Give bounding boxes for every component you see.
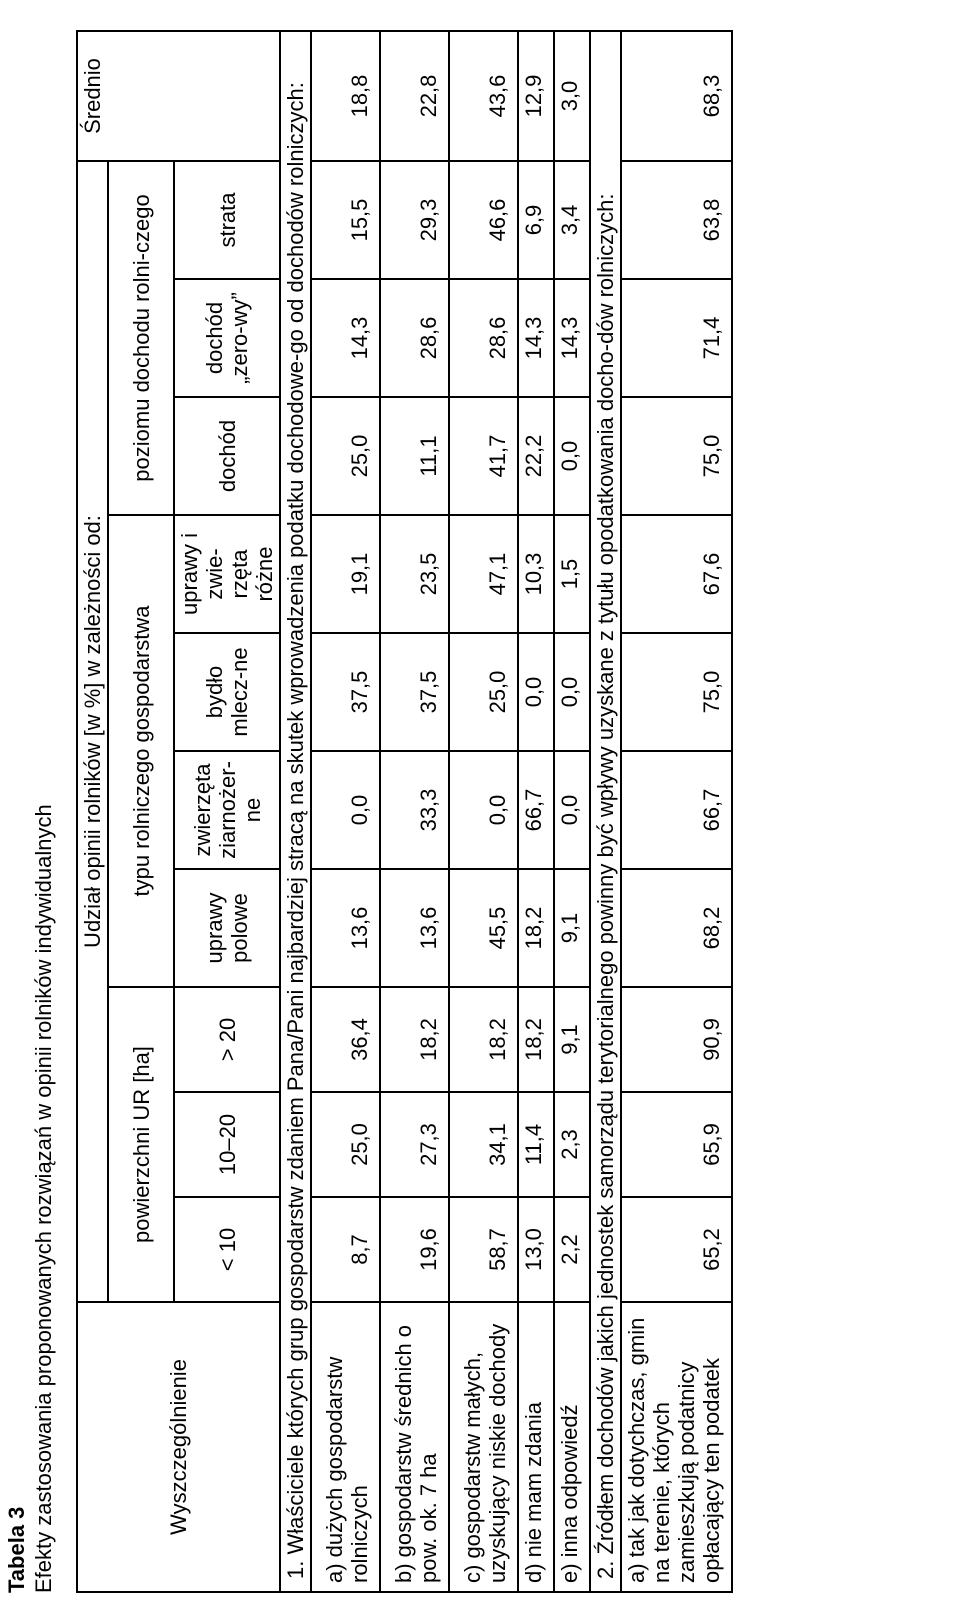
cell-value: 46,6 (449, 161, 518, 279)
col-header-field-crops: uprawy polowe (174, 869, 280, 987)
row-label: a) dużych gospodarstw rolniczych (311, 1302, 380, 1592)
cell-value: 25,0 (449, 633, 518, 751)
table-row (621, 31, 732, 1592)
cell-value: 12,9 (518, 31, 554, 161)
cell-value: 18,2 (518, 869, 554, 987)
table-number: Tabela 3 (4, 1506, 29, 1593)
cell-value: 37,5 (380, 633, 449, 751)
cell-value: 14,3 (311, 279, 380, 397)
cell-value: 65,9 (621, 1092, 732, 1197)
col-header-area-10-20: 10–20 (174, 1092, 280, 1197)
data-table (76, 30, 733, 1593)
cell-value: 14,3 (518, 279, 554, 397)
cell-value: 28,6 (380, 279, 449, 397)
cell-value: 75,0 (621, 633, 732, 751)
cell-value: 0,0 (554, 633, 590, 751)
table-caption (4, 33, 58, 1593)
cell-value: 2,3 (554, 1092, 590, 1197)
cell-value: 71,4 (621, 279, 732, 397)
cell-value: 0,0 (518, 633, 554, 751)
col-header-income: dochód (174, 397, 280, 515)
table-title: Efekty zastosowania proponowanych rozwiązań w opinii rolników indywidualnych (31, 804, 56, 1593)
cell-value: 14,3 (554, 279, 590, 397)
group-header-income: poziomu dochodu rolni-czego (108, 161, 174, 515)
cell-value: 18,2 (518, 987, 554, 1092)
cell-value: 75,0 (621, 397, 732, 515)
cell-value: 15,5 (311, 161, 380, 279)
row-label: d) nie mam zdania (518, 1302, 554, 1592)
section-title-2: 2. Źródłem dochodów jakich jednostek samorządu terytorialnego powinny być wpływy uzyskane z tytułu opodatkowania docho-dów rolniczych: (590, 31, 621, 1592)
cell-value: 8,7 (311, 1197, 380, 1302)
col-header-mixed: uprawy i zwie-rzęta różne (174, 515, 280, 633)
cell-value: 13,6 (311, 869, 380, 987)
cell-value: 3,0 (554, 31, 590, 161)
col-header-loss: strata (174, 161, 280, 279)
group-header-area: powierzchni UR [ha] (108, 987, 174, 1302)
cell-value: 58,7 (449, 1197, 518, 1302)
cell-value: 27,3 (380, 1092, 449, 1197)
col-header-dairy-cattle: bydło mlecz-ne (174, 633, 280, 751)
cell-value: 45,5 (449, 869, 518, 987)
cell-value: 29,3 (380, 161, 449, 279)
cell-value: 25,0 (311, 397, 380, 515)
row-label: b) gospodarstw średnich o pow. ok. 7 ha (380, 1302, 449, 1592)
row-label: e) inna odpowiedź (554, 1302, 590, 1592)
group-header-type: typu rolniczego gospodarstwa (108, 515, 174, 987)
col-header-area-gt20: > 20 (174, 987, 280, 1092)
row-label: a) tak jak dotychczas, gmin na terenie, których zamieszkują podatnicy opłacający ten podatek (621, 1302, 732, 1592)
cell-value: 3,4 (554, 161, 590, 279)
table-row (311, 31, 380, 1592)
cell-value: 23,5 (380, 515, 449, 633)
main-header: Udział opinii rolników [w %] w zależności od: (77, 161, 108, 1302)
cell-value: 1,5 (554, 515, 590, 633)
cell-value: 67,6 (621, 515, 732, 633)
cell-value: 28,6 (449, 279, 518, 397)
cell-value: 68,3 (621, 31, 732, 161)
cell-value: 22,8 (380, 31, 449, 161)
cell-value: 13,6 (380, 869, 449, 987)
col-header-area-lt10: < 10 (174, 1197, 280, 1302)
cell-value: 0,0 (449, 751, 518, 869)
table-row (380, 31, 449, 1592)
cell-value: 9,1 (554, 869, 590, 987)
cell-value: 66,7 (518, 751, 554, 869)
row-label: c) gospodarstw małych, uzyskujący niskie dochody (449, 1302, 518, 1592)
cell-value: 36,4 (311, 987, 380, 1092)
average-header: Średnio (77, 31, 280, 161)
cell-value: 43,6 (449, 31, 518, 161)
cell-value: 68,2 (621, 869, 732, 987)
table-row (449, 31, 518, 1592)
cell-value: 11,1 (380, 397, 449, 515)
cell-value: 47,1 (449, 515, 518, 633)
table-row (554, 31, 590, 1592)
cell-value: 2,2 (554, 1197, 590, 1302)
section-title-1: 1. Właściciele których grup gospodarstw zdaniem Pana/Pani najbardziej stracą na skutek wprowadzenia podatku dochodowe-go od dochodów rolniczych: (280, 31, 311, 1592)
cell-value: 90,9 (621, 987, 732, 1092)
cell-value: 0,0 (554, 397, 590, 515)
cell-value: 13,0 (518, 1197, 554, 1302)
stub-header: Wyszczególnienie (77, 1302, 280, 1592)
cell-value: 65,2 (621, 1197, 732, 1302)
cell-value: 18,2 (449, 987, 518, 1092)
cell-value: 10,3 (518, 515, 554, 633)
cell-value: 63,8 (621, 161, 732, 279)
cell-value: 19,6 (380, 1197, 449, 1302)
cell-value: 18,8 (311, 31, 380, 161)
cell-value: 9,1 (554, 987, 590, 1092)
cell-value: 25,0 (311, 1092, 380, 1197)
cell-value: 11,4 (518, 1092, 554, 1197)
cell-value: 0,0 (554, 751, 590, 869)
cell-value: 37,5 (311, 633, 380, 751)
cell-value: 41,7 (449, 397, 518, 515)
table-row (518, 31, 554, 1592)
cell-value: 6,9 (518, 161, 554, 279)
cell-value: 22,2 (518, 397, 554, 515)
cell-value: 33,3 (380, 751, 449, 869)
cell-value: 18,2 (380, 987, 449, 1092)
cell-value: 34,1 (449, 1092, 518, 1197)
cell-value: 19,1 (311, 515, 380, 633)
cell-value: 0,0 (311, 751, 380, 869)
col-header-zero-income: dochód „zero-wy” (174, 279, 280, 397)
col-header-granivores: zwierzęta ziarnożer-ne (174, 751, 280, 869)
cell-value: 66,7 (621, 751, 732, 869)
